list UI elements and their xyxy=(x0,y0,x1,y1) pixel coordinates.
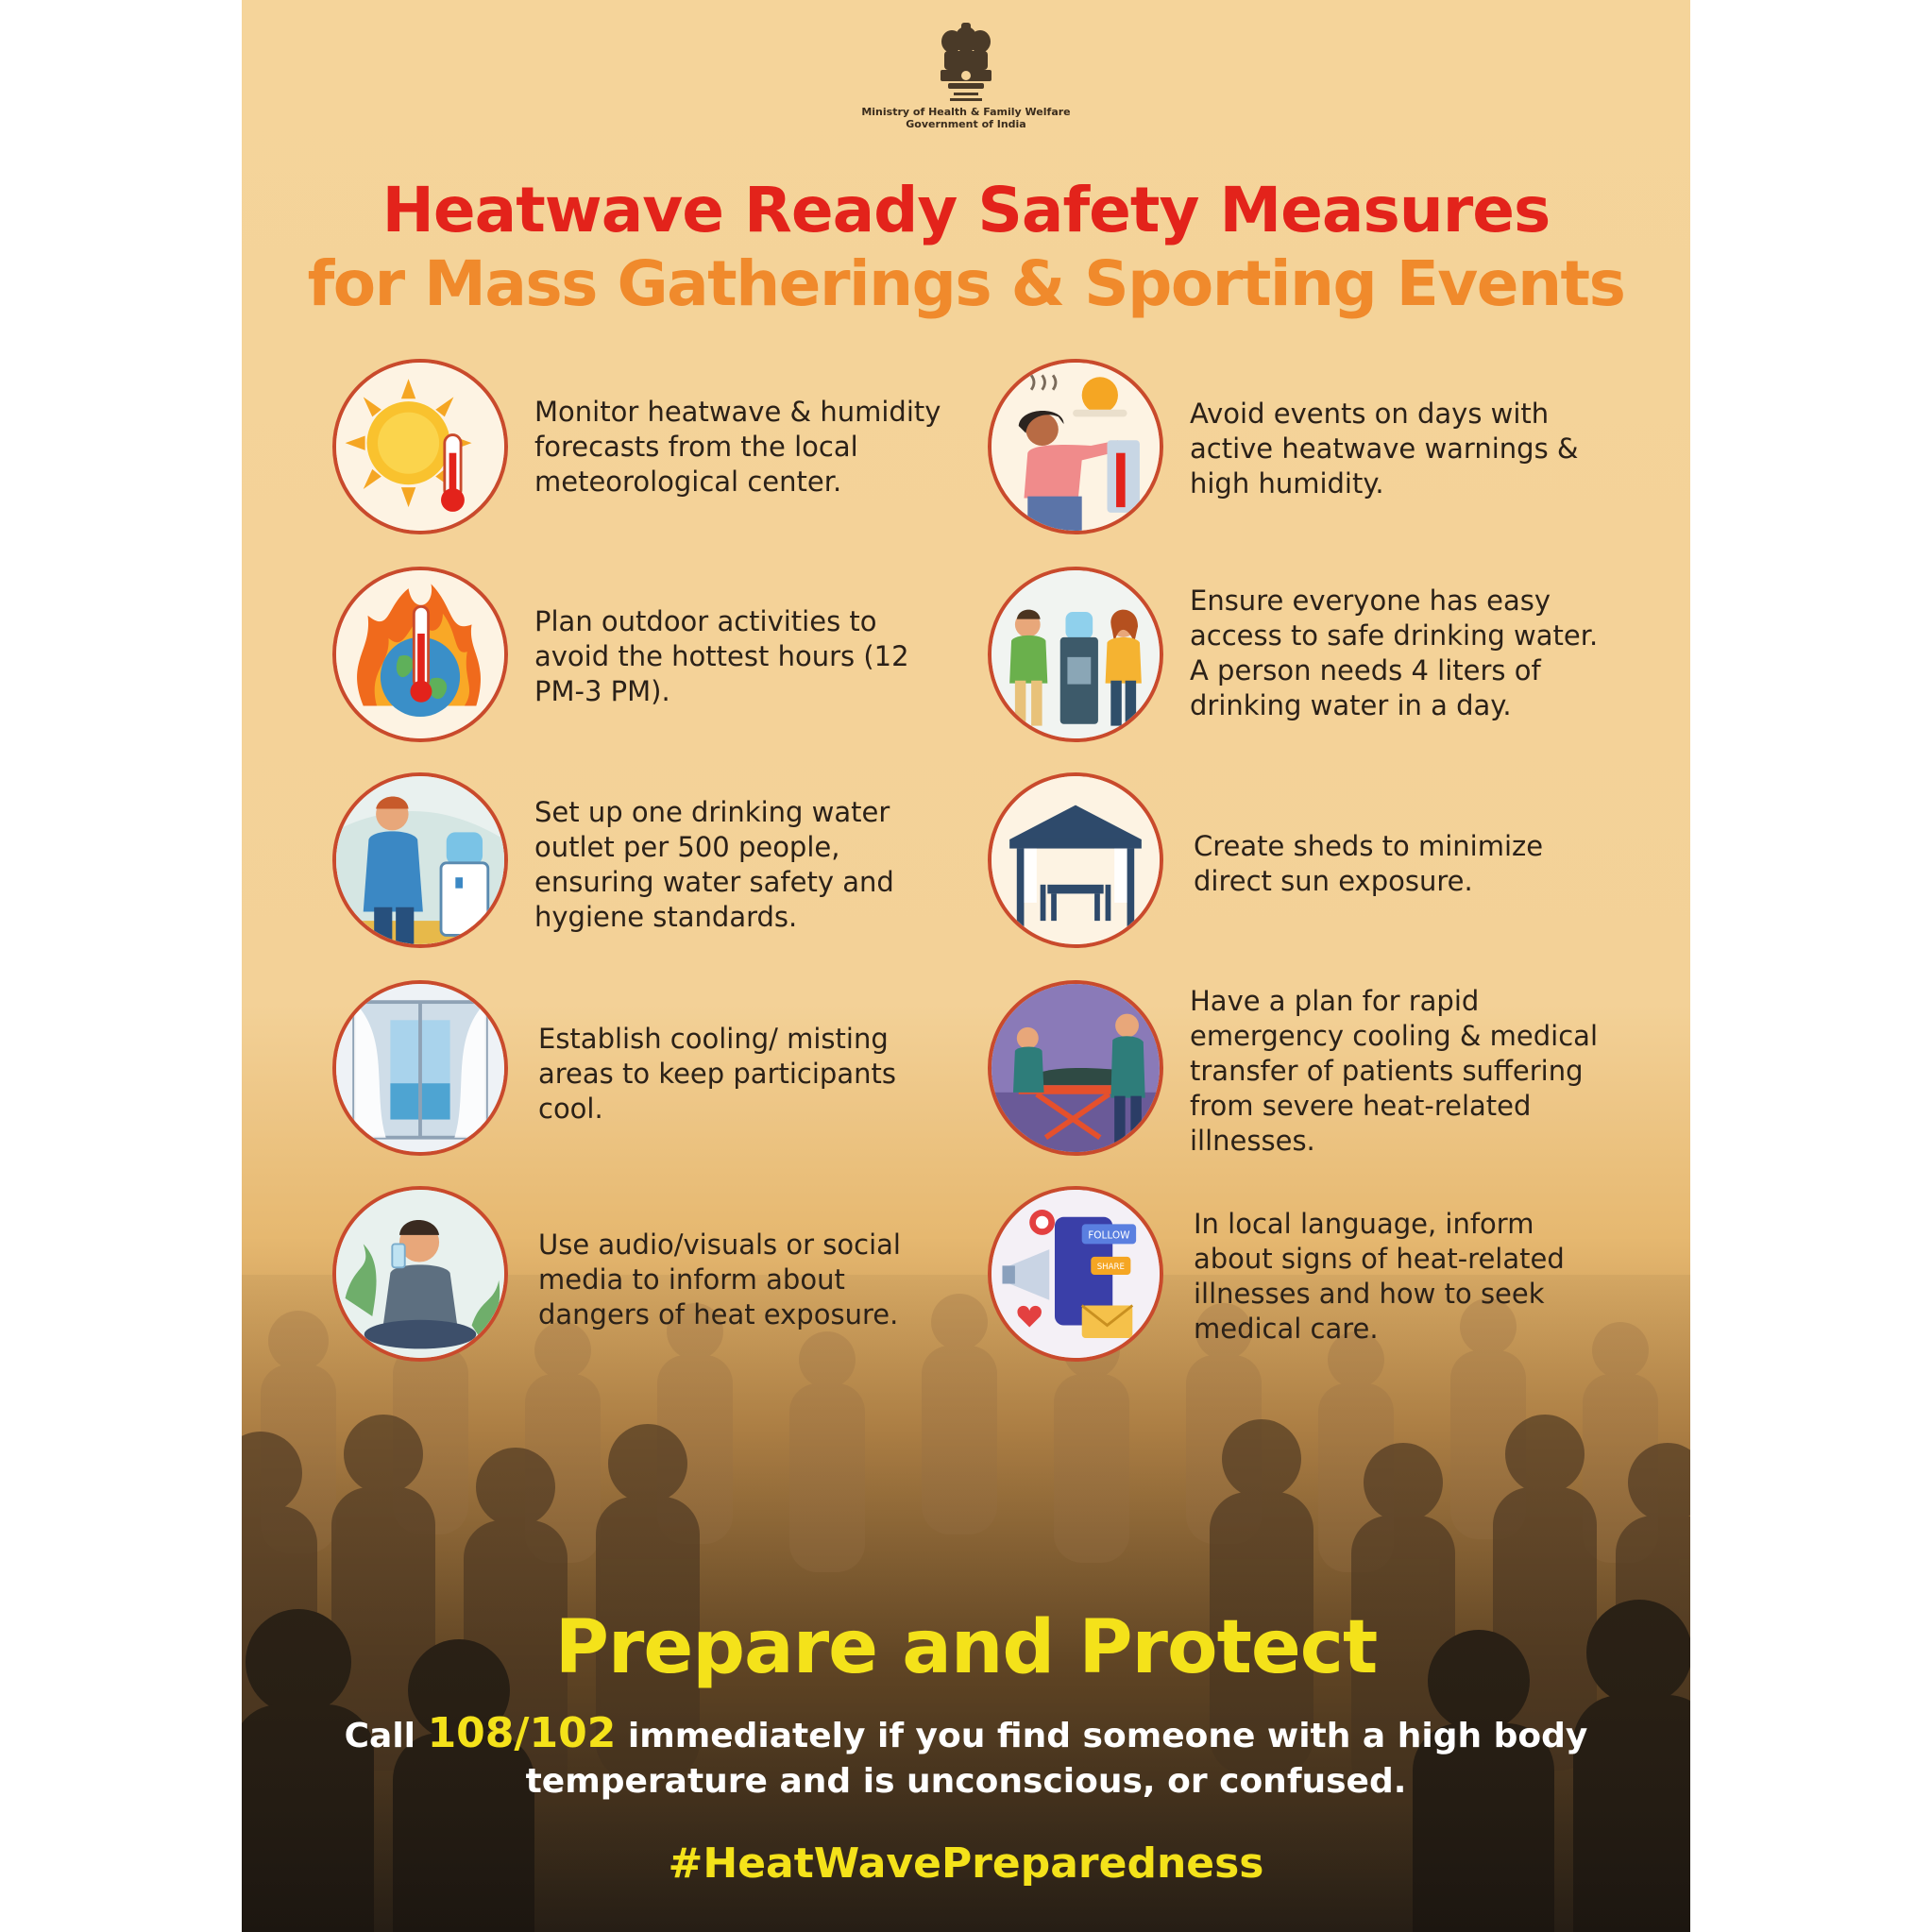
tip-local-language-info: In local language, inform about signs of heat-related illnesses and how to seek medical care. xyxy=(1194,1208,1565,1345)
government-name: Government of India xyxy=(906,118,1026,130)
tip-create-sheds: Create sheds to minimize direct sun exposure. xyxy=(1194,830,1544,897)
poster xyxy=(242,0,1690,1932)
tip-emergency-plan: Have a plan for rapid emergency cooling & medical transfer of patients suffering from severe heat-related illnesses. xyxy=(1190,985,1599,1157)
megaphone-social-media-icon xyxy=(988,1186,1163,1362)
people-water-cooler-icon xyxy=(988,567,1163,742)
sun-thermometer-icon xyxy=(332,359,508,534)
burning-earth-thermometer-icon xyxy=(332,567,508,742)
share-label: SHARE xyxy=(1096,1263,1125,1273)
call-prefix: Call xyxy=(344,1717,416,1755)
follow-label: FOLLOW xyxy=(1088,1229,1130,1242)
national-emblem-icon xyxy=(931,21,1001,106)
tip-water-outlets: Set up one drinking water outlet per 500 people, ensuring water safety and hygiene standards. xyxy=(534,796,894,933)
shed-icon xyxy=(988,772,1163,948)
tip-drinking-water-access: Ensure everyone has easy access to safe drinking water. A person needs 4 liters of drinking water in a day. xyxy=(1190,585,1599,721)
ministry-name: Ministry of Health & Family Welfare xyxy=(861,106,1071,118)
open-window-icon xyxy=(332,980,508,1156)
man-water-dispenser-icon xyxy=(332,772,508,948)
page-subtitle: for Mass Gatherings & Sporting Events xyxy=(307,247,1625,320)
tip-cooling-areas: Establish cooling/ misting areas to keep participants cool. xyxy=(538,1023,896,1125)
page-title: Heatwave Ready Safety Measures xyxy=(381,174,1551,246)
footer-title: Prepare and Protect xyxy=(554,1605,1378,1690)
emergency-call-message xyxy=(242,1711,1690,1805)
stretcher-patient-icon xyxy=(988,980,1163,1156)
emergency-number: 108/102 xyxy=(427,1709,617,1757)
hashtag: #HeatWavePreparedness xyxy=(668,1839,1264,1888)
tip-plan-outdoor-activities: Plan outdoor activities to avoid the hottest hours (12 PM-3 PM). xyxy=(534,605,909,707)
tip-avoid-warning-days: Avoid events on days with active heatwave warnings & high humidity. xyxy=(1190,398,1579,500)
tip-inform-dangers: Use audio/visuals or social media to inform about dangers of heat exposure. xyxy=(538,1229,901,1330)
woman-hot-sun-icon xyxy=(988,359,1163,534)
tip-monitor-forecasts: Monitor heatwave & humidity forecasts from the local meteorological center. xyxy=(534,396,941,498)
call-message: immediately if you find someone with a high body temperature and is unconscious, or confused. xyxy=(525,1717,1588,1801)
ministry-label xyxy=(827,106,1105,130)
man-drinking-water-icon xyxy=(332,1186,508,1362)
